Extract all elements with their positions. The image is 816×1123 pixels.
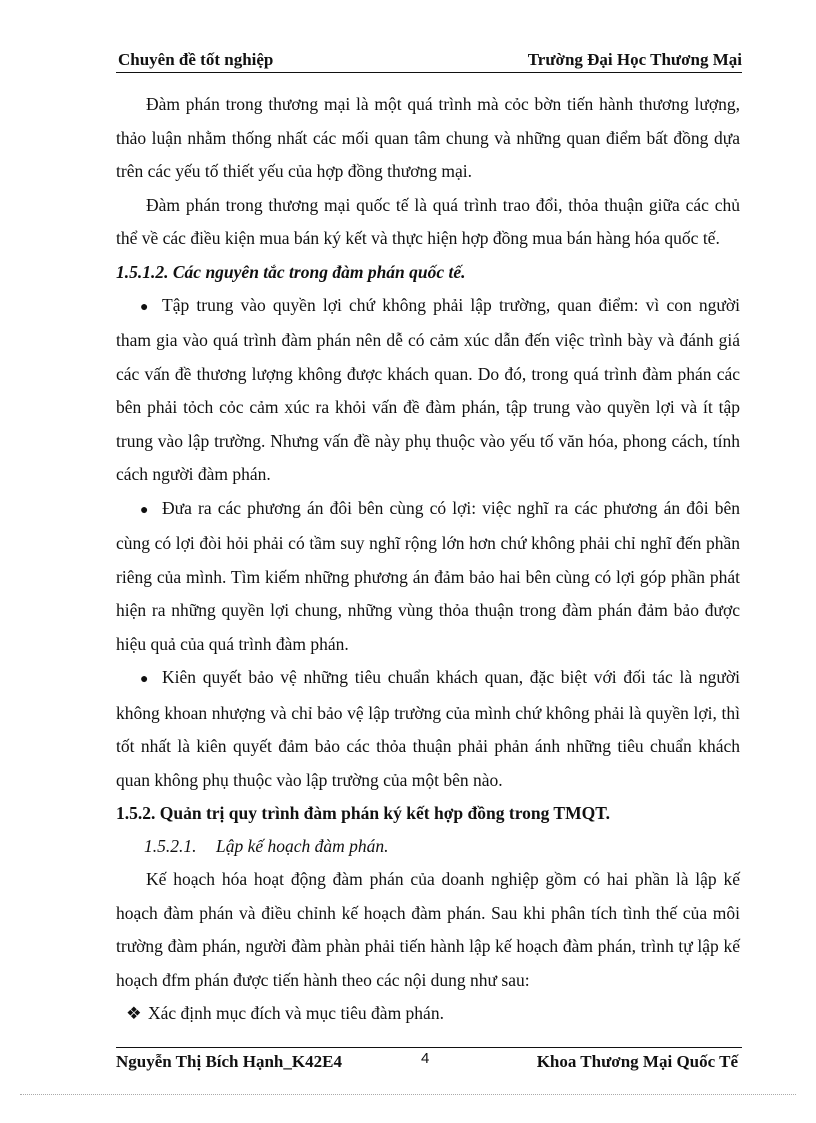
header-right: Trường Đại Học Thương Mại	[527, 50, 742, 69]
paragraph-3: Kế hoạch hóa hoạt động đàm phán của doanh nghiệp gồm có hai phần là lập kế hoạch đàm phán và điều chỉnh kế hoạch đàm phán. Sau khi phân tích tình thế của môi trường đàm phán, người đàm phàn phải tiến hành lập kế hoạch đàm phán, trình tự lập kế hoạch đfm phán được tiến hành theo các nội dung như sau:	[116, 869, 740, 990]
footer-left: Nguyễn Thị Bích Hạnh_K42E4	[116, 1052, 342, 1071]
bullet-text-1: Tập trung vào quyền lợi chứ không phải lập trường, quan điểm: vì con người tham gia vào quá trình đàm phán nên dễ có cảm xúc dẫn đến việc trình bày và đánh giá các vấn đề thương lượng không được khách quan. Do đó, trong quá trình đàm phán các bên phải tỏch cỏc cảm xúc ra khỏi vấn đề đàm phán, tập trung vào quyền lợi và ít tập trung vào lập trường. Nhưng vấn đề này phụ thuộc vào yếu tố văn hóa, phong cách, tính cách người đàm phán.	[116, 294, 740, 484]
bullet-icon: ●	[140, 502, 149, 518]
heading-number: 1.5.2.1.	[144, 836, 197, 856]
page-footer	[116, 1052, 738, 1076]
heading-1-5-2-1	[144, 830, 740, 863]
page-bottom-dotted-line	[20, 1094, 796, 1095]
bullet-item-1	[116, 289, 740, 492]
header-left: Chuyên đề tốt nghiệp	[118, 50, 274, 69]
page-number: 4	[421, 1050, 430, 1067]
heading-text: Lập kế hoạch đàm phán.	[216, 836, 389, 856]
bullet-item-2	[116, 492, 740, 662]
paragraph-2: Đàm phán trong thương mại quốc tế là quá trình trao đổi, thỏa thuận giữa các chủ thể về các điều kiện mua bán ký kết và thực hiện hợp đồng mua bán hàng hóa quốc tế.	[116, 194, 740, 248]
heading-1-5-1-2: 1.5.1.2. Các nguyên tắc trong đàm phán quốc tế.	[116, 261, 466, 282]
footer-divider	[116, 1047, 742, 1048]
page-header	[116, 50, 742, 73]
page-body	[116, 88, 740, 1030]
diamond-item	[126, 997, 740, 1030]
bullet-text-3: Kiên quyết bảo vệ những tiêu chuẩn khách quan, đặc biệt với đối tác là người không khoan nhượng và chỉ bảo vệ lập trường của mình chứ không phải là quyền lợi, thì tốt nhất là kiên quyết đảm bảo các thỏa thuận phải phản ánh những tiêu chuẩn khách quan không phụ thuộc vào lập trường của một bên nào.	[116, 667, 740, 790]
heading-1-5-2: 1.5.2. Quản trị quy trình đàm phán ký kết hợp đồng trong TMQT.	[116, 803, 610, 823]
bullet-text-2: Đưa ra các phương án đôi bên cùng có lợi: việc nghĩ ra các phương án đôi bên cùng có lợi đòi hỏi phải có tầm suy nghĩ rộng lớn hơn chứ không phải chỉ nghĩ đến phần riêng của mình. Tìm kiếm những phương án đảm bảo hai bên cùng có lợi góp phần phát hiện ra những quyền lợi chung, những vùng thỏa thuận trong đàm phán đảm bảo được hiệu quả của quá trình đàm phán.	[116, 497, 740, 654]
footer-right: Khoa Thương Mại Quốc Tế	[536, 1052, 738, 1071]
paragraph-1: Đàm phán trong thương mại là một quá trình mà cỏc bờn tiến hành thương lượng, thảo luận nhằm thống nhất các mối quan tâm chung và những quan điểm bất đồng dựa trên các yếu tố thiết yếu của hợp đồng thương mại.	[116, 94, 740, 181]
bullet-icon: ●	[140, 672, 149, 687]
diamond-item-text: Xác định mục đích và mục tiêu đàm phán.	[148, 1003, 444, 1023]
bullet-icon: ●	[140, 299, 149, 315]
diamond-bullet-icon: ❖	[126, 1003, 142, 1023]
bullet-item-3	[116, 661, 740, 797]
